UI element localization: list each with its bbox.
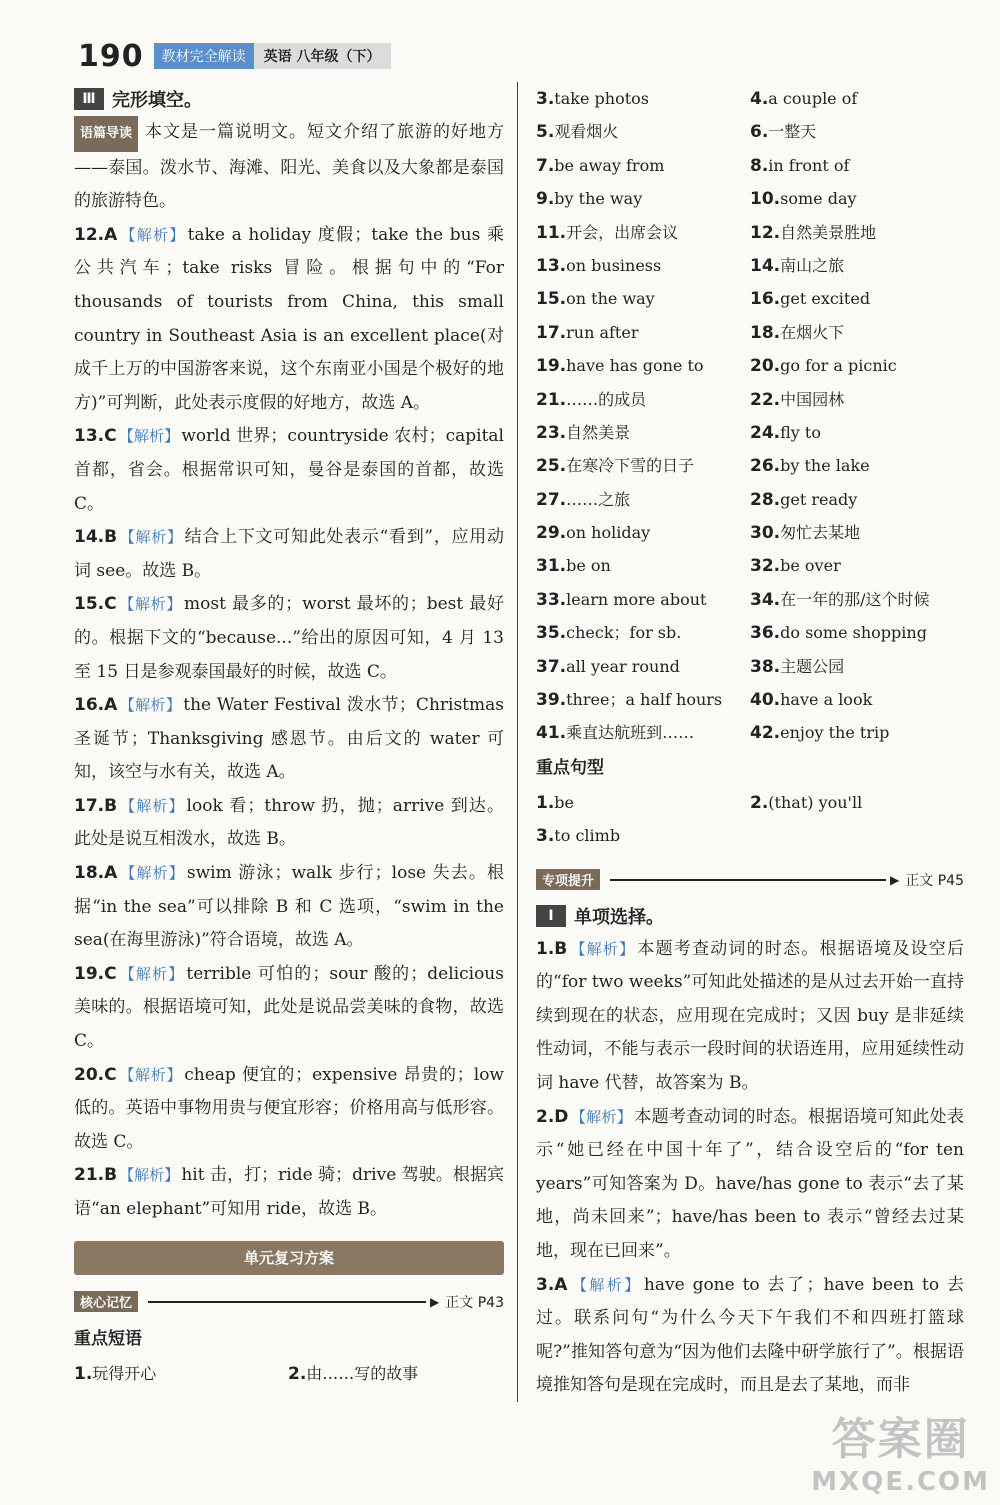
phrase-text: fly to xyxy=(780,422,821,442)
analysis-tag: 【解析】 xyxy=(569,1275,642,1294)
phrase-number: 11. xyxy=(536,222,567,243)
column-divider xyxy=(517,82,518,1402)
phrase-number: 7. xyxy=(536,155,555,176)
phrase-text: by the lake xyxy=(780,456,870,476)
phrase-item xyxy=(750,182,964,215)
unit-review-banner: 单元复习方案 xyxy=(74,1241,504,1275)
phrase-number: 26. xyxy=(750,456,781,477)
phrase-number: 23. xyxy=(536,422,567,443)
phrase-number: 21. xyxy=(536,389,567,410)
phrase-item xyxy=(536,282,750,315)
analysis-tag: 【解析】 xyxy=(119,1166,180,1185)
answer-item xyxy=(536,933,964,1101)
phrase-item xyxy=(536,416,750,449)
phrase-item xyxy=(536,115,750,148)
phrase-item xyxy=(536,549,750,582)
phrase-grid xyxy=(536,82,964,750)
analysis-tag: 【解析】 xyxy=(119,864,185,883)
phrase-number: 35. xyxy=(536,623,567,644)
subject-tag: 英语 八年级（下） xyxy=(254,43,391,69)
analysis-tag: 【解析】 xyxy=(119,696,182,715)
phrase-number: 30. xyxy=(750,523,781,544)
phrase-text: learn more about xyxy=(566,589,707,609)
phrase-number: 34. xyxy=(750,589,781,610)
phrase-text: 玩得开心 xyxy=(92,1363,157,1383)
answer-item xyxy=(536,1269,964,1403)
phrase-item xyxy=(536,182,750,215)
answer-text: cheap 便宜的；expensive 昂贵的；low 低的。英语中事物用贵与便宜形容；价格用高与低形容。故选 C。 xyxy=(74,1064,504,1152)
page-header xyxy=(78,38,391,74)
answer-number: 13.C xyxy=(74,426,117,447)
answer-number: 15.C xyxy=(74,594,117,615)
phrase-item xyxy=(750,616,964,649)
phrases-heading: 重点短语 xyxy=(74,1328,142,1349)
sentence-number: 1. xyxy=(536,792,555,813)
page-reference: 正文 P45 xyxy=(905,872,964,889)
sentence-item xyxy=(750,786,964,819)
watermark-logo xyxy=(811,1403,990,1497)
answer-item xyxy=(74,689,504,790)
phrase-text: have a look xyxy=(780,690,873,710)
page-number: 190 xyxy=(78,38,144,74)
watermark-url: MXQE.COM xyxy=(811,1467,990,1497)
sentence-number: 2. xyxy=(750,792,769,813)
phrase-number: 38. xyxy=(750,656,781,677)
phrase-text: have has gone to xyxy=(566,356,704,376)
arrow-right-icon: ▶ xyxy=(890,872,900,887)
series-tag: 教材完全解读 xyxy=(154,43,254,69)
answer-text: the Water Festival 泼水节；Christmas 圣诞节；Thanksgiving 感恩节。由后文的 water 可知，该空与水有关，故选 A。 xyxy=(74,695,504,783)
answer-number: 14.B xyxy=(74,527,118,548)
section-heading xyxy=(74,82,504,116)
answer-text: 本题考查动词的时态。根据语境及设空后的“for two weeks”可知此处描述的是从过去开始一直持续到现在的状态，应用现在完成时；又因 buy 是非延续性动词，不能与表示一段时间的状语连用，应用延续性动词 have 代替，故答案为 B。 xyxy=(536,938,964,1093)
phrase-number: 39. xyxy=(536,690,567,711)
phrase-number: 29. xyxy=(536,523,567,544)
phrase-text: ……之旅 xyxy=(566,489,631,509)
phrase-text: 自然美景 xyxy=(566,422,631,442)
phrase-number: 33. xyxy=(536,589,567,610)
phrase-number: 22. xyxy=(750,389,781,410)
phrase-item xyxy=(750,416,964,449)
special-improve-bar xyxy=(536,861,964,899)
phrase-number: 14. xyxy=(750,255,781,276)
answer-number: 18.A xyxy=(74,863,118,884)
phrase-item xyxy=(750,349,964,382)
phrase-number: 4. xyxy=(750,89,769,109)
phrase-number: 18. xyxy=(750,322,781,343)
phrase-number: 24. xyxy=(750,422,781,443)
phrase-text: run after xyxy=(566,322,639,342)
answer-number: 3.A xyxy=(536,1274,568,1295)
phrase-text: be on xyxy=(566,556,611,576)
phrase-text: 中国园林 xyxy=(780,389,845,409)
answer-number: 17.B xyxy=(74,795,118,816)
answer-number: 16.A xyxy=(74,695,118,716)
phrase-number: 19. xyxy=(536,356,567,377)
phrase-text: be away from xyxy=(554,155,665,175)
analysis-tag: 【解析】 xyxy=(119,225,186,244)
core-memory-bar xyxy=(74,1283,504,1321)
phrase-item xyxy=(750,549,964,582)
phrase-item xyxy=(750,282,964,315)
phrase-number: 6. xyxy=(750,122,769,143)
answer-item xyxy=(74,1159,504,1226)
answer-text: swim 游泳；walk 步行；lose 失去。根据“in the sea”可以排除 B 和 C 选项，“swim in the sea(在海里游泳)”符合语境，故选 A。 xyxy=(74,863,504,951)
phrase-text: get ready xyxy=(780,489,858,509)
phrase-number: 15. xyxy=(536,289,567,310)
answer-text: hit 击，打；ride 骑；drive 驾驶。根据宾语“an elephant”可知用 ride，故选 B。 xyxy=(74,1165,504,1219)
section-title: 完形填空。 xyxy=(112,90,202,111)
phrase-text: 在烟火下 xyxy=(780,322,845,342)
phrase-item xyxy=(750,82,964,115)
phrase-text: 观看烟火 xyxy=(554,122,619,142)
phrase-text: three；a half hours xyxy=(566,690,723,710)
right-column xyxy=(536,82,964,1403)
analysis-tag: 【解析】 xyxy=(118,595,183,614)
answer-text: look 看；throw 扔，抛；arrive 到达。此处是说互相泼水，故选 B。 xyxy=(74,795,504,850)
phrase-item xyxy=(536,383,750,416)
analysis-tag: 【解析】 xyxy=(569,939,636,958)
phrase-item xyxy=(750,383,964,416)
sentence-number: 3. xyxy=(536,826,555,847)
phrase-number: 37. xyxy=(536,656,567,677)
phrase-number: 25. xyxy=(536,456,567,477)
phrase-number: 12. xyxy=(750,222,781,243)
sentence-text: (that) you'll xyxy=(768,792,863,812)
answer-item xyxy=(536,1101,964,1269)
core-memory-badge: 核心记忆 xyxy=(74,1291,138,1312)
answer-number: 19.C xyxy=(74,963,117,984)
phrase-grid xyxy=(74,1357,504,1390)
sentences-heading: 重点句型 xyxy=(536,757,604,778)
phrase-number: 2. xyxy=(288,1363,307,1384)
page-reference: 正文 P43 xyxy=(445,1294,504,1311)
phrase-number: 20. xyxy=(750,356,781,377)
answer-item xyxy=(74,958,504,1059)
phrase-text: on the way xyxy=(566,289,655,309)
analysis-tag: 【解析】 xyxy=(118,964,185,983)
phrase-text: 乘直达航班到…… xyxy=(566,723,695,743)
answer-item xyxy=(74,1059,504,1160)
intro-badge: 语篇导读 xyxy=(74,116,138,152)
answer-number: 12.A xyxy=(74,224,118,245)
answer-text: have gone to 去了；have been to 去过。联系问句“为什么今天下午我们不和四班打篮球呢?”推知答句意为“因为他们去隆中研学旅行了”。根据语境推知答句是现在完成时，而且是去了某地，而非 xyxy=(536,1274,964,1396)
phrase-text: in front of xyxy=(768,155,850,175)
answer-item xyxy=(74,790,504,857)
sentence-grid xyxy=(536,786,964,853)
phrase-number: 41. xyxy=(536,723,567,744)
phrase-item xyxy=(536,583,750,616)
phrase-item xyxy=(536,483,750,516)
pointer-line xyxy=(610,879,886,881)
phrase-number: 42. xyxy=(750,723,781,744)
phrase-text: by the way xyxy=(554,189,643,209)
phrase-item xyxy=(750,115,964,148)
phrase-text: go for a picnic xyxy=(780,356,897,376)
left-column xyxy=(74,82,504,1390)
phrase-number: 9. xyxy=(536,189,555,210)
arrow-right-icon: ▶ xyxy=(430,1294,440,1309)
phrase-item xyxy=(536,216,750,249)
analysis-tag: 【解析】 xyxy=(118,427,180,446)
phrase-text: 在一年的那/这个时候 xyxy=(780,589,930,609)
section-number: Ⅰ xyxy=(536,905,566,927)
phrase-text: enjoy the trip xyxy=(780,723,890,743)
phrase-text: check；for sb. xyxy=(566,623,682,643)
phrase-text: a couple of xyxy=(768,89,858,108)
phrase-number: 31. xyxy=(536,556,567,577)
phrase-text: do some shopping xyxy=(780,623,927,643)
phrase-number: 10. xyxy=(750,189,781,210)
sentence-text: be xyxy=(554,792,575,812)
answer-number: 20.C xyxy=(74,1064,117,1085)
phrase-item xyxy=(750,316,964,349)
phrase-item xyxy=(536,249,750,282)
phrase-item xyxy=(750,449,964,482)
phrase-item xyxy=(288,1357,502,1390)
phrase-text: some day xyxy=(780,189,857,209)
phrase-text: 自然美景胜地 xyxy=(780,222,877,242)
answer-item xyxy=(74,521,504,588)
answer-item xyxy=(74,420,504,521)
phrase-text: 主题公园 xyxy=(780,656,845,676)
intro-paragraph xyxy=(74,116,504,219)
phrase-text: get excited xyxy=(780,289,871,309)
phrase-text: ……的成员 xyxy=(566,389,647,409)
sentence-item xyxy=(536,786,750,819)
phrase-item xyxy=(750,249,964,282)
phrase-text: 开会，出席会议 xyxy=(566,222,679,242)
phrase-item xyxy=(750,483,964,516)
phrase-number: 16. xyxy=(750,289,781,310)
phrase-text: on holiday xyxy=(566,523,651,543)
watermark-text: 答案圈 xyxy=(831,1414,970,1465)
phrase-number: 8. xyxy=(750,155,769,176)
phrase-item xyxy=(750,650,964,683)
phrase-item xyxy=(750,516,964,549)
phrase-item xyxy=(750,716,964,749)
sentence-item xyxy=(536,819,750,852)
phrase-item xyxy=(536,650,750,683)
section-title: 单项选择。 xyxy=(574,906,664,928)
phrase-number: 17. xyxy=(536,322,567,343)
phrase-item xyxy=(536,616,750,649)
answer-number: 1.B xyxy=(536,938,568,959)
phrase-item xyxy=(74,1357,288,1390)
phrase-item xyxy=(536,82,750,115)
phrase-item xyxy=(536,716,750,749)
section-heading xyxy=(536,899,964,933)
phrase-number: 27. xyxy=(536,489,567,510)
phrase-text: take photos xyxy=(554,89,649,108)
phrase-number: 28. xyxy=(750,489,781,510)
phrase-number: 32. xyxy=(750,556,781,577)
phrase-number: 3. xyxy=(536,89,555,109)
phrase-item xyxy=(536,149,750,182)
phrase-text: on business xyxy=(566,255,662,275)
phrase-item xyxy=(750,216,964,249)
phrase-item xyxy=(536,683,750,716)
phrase-text: 由……写的故事 xyxy=(306,1363,419,1383)
answer-text: take a holiday 度假；take the bus 乘公共汽车；take risks 冒险。根据句中的“For thousands of tourists from China, this small country in Southeast Asia is an excellent place(对成千上万的中国游客来说，这个东南亚小国是个极好的地方)”可判断，此处表示度假的好地方，故选 A。 xyxy=(74,224,504,413)
phrase-text: be over xyxy=(780,556,841,576)
answer-item xyxy=(74,219,504,421)
answer-text: 结合上下文可知此处表示“看到”，应用动词 see。故选 B。 xyxy=(74,527,504,581)
section-number: Ⅲ xyxy=(74,88,104,110)
analysis-tag: 【解析】 xyxy=(119,528,183,547)
phrase-number: 5. xyxy=(536,122,555,143)
answer-item xyxy=(74,857,504,958)
sentence-text: to climb xyxy=(554,826,621,846)
pointer-line xyxy=(148,1301,426,1303)
analysis-tag: 【解析】 xyxy=(119,796,185,815)
phrase-item xyxy=(750,683,964,716)
answer-text: terrible 可怕的；sour 酸的；delicious 美味的。根据语境可知，此处是说品尝美味的食物，故选 C。 xyxy=(74,963,504,1052)
phrase-text: 一整天 xyxy=(768,122,817,142)
analysis-tag: 【解析】 xyxy=(118,1065,183,1084)
phrase-item xyxy=(536,349,750,382)
phrase-text: 匆忙去某地 xyxy=(780,523,861,543)
answer-number: 2.D xyxy=(536,1106,569,1127)
intro-text: 本文是一篇说明文。短文介绍了旅游的好地方——泰国。泼水节、海滩、阳光、美食以及大象都是泰国的旅游特色。 xyxy=(74,122,504,212)
answer-text: 本题考查动词的时态。根据语境可知此处表示“她已经在中国十年了”，结合设空后的“for ten years”可知答案为 D。have/has gone to 表示“去了某地，尚未回来”；have/has been to 表示“曾经去过某地，现在已回来”。 xyxy=(536,1106,964,1261)
phrase-text: all year round xyxy=(566,656,680,676)
phrase-item xyxy=(536,516,750,549)
phrase-item xyxy=(750,583,964,616)
answer-text: world 世界；countryside 农村；capital 首都，省会。根据常识可知，曼谷是泰国的首都，故选 C。 xyxy=(74,426,504,514)
answer-number: 21.B xyxy=(74,1165,118,1186)
phrase-item xyxy=(536,449,750,482)
answer-text: most 最多的；worst 最坏的；best 最好的。根据下文的“because...”给出的原因可知，4 月 13 至 15 日是参观泰国最好的时候，故选 C。 xyxy=(74,594,504,682)
phrase-text: 南山之旅 xyxy=(780,255,845,275)
analysis-tag: 【解析】 xyxy=(570,1107,633,1126)
phrase-item xyxy=(750,149,964,182)
phrase-number: 40. xyxy=(750,690,781,711)
phrase-item xyxy=(536,316,750,349)
phrase-number: 36. xyxy=(750,623,781,644)
phrase-number: 1. xyxy=(74,1363,93,1384)
phrase-number: 13. xyxy=(536,255,567,276)
answer-item xyxy=(74,588,504,689)
special-improve-badge: 专项提升 xyxy=(536,869,600,890)
phrase-text: 在寒冷下雪的日子 xyxy=(566,456,695,476)
